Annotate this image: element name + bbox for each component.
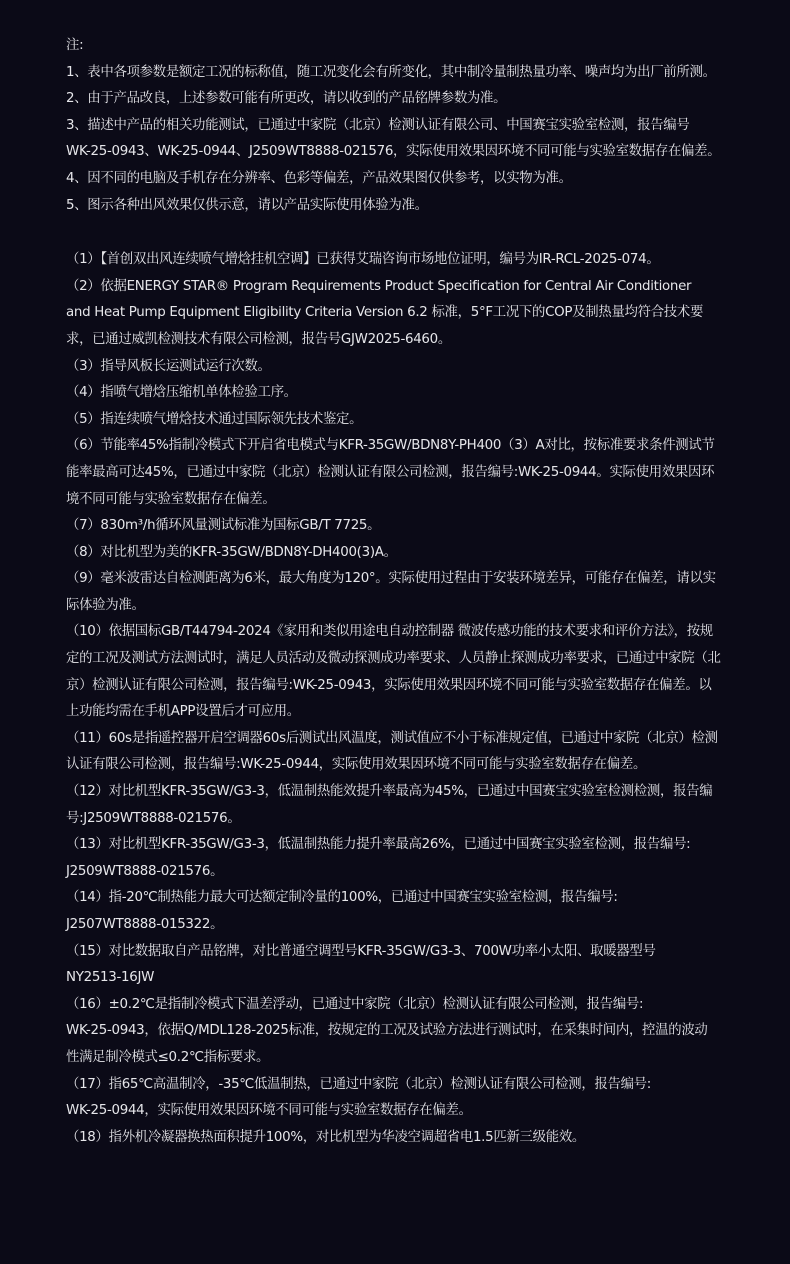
claim-footnote-line: 京）检测认证有限公司检测，报告编号:WK-25-0943，实际使用效果因环境不同可能与实验室数据存在偏差。以: [66, 677, 712, 693]
claim-footnote-line: 号:J2509WT8888-021576。: [66, 810, 241, 826]
claim-footnote-line: 认证有限公司检测，报告编号:WK-25-0944，实际使用效果因环境不同可能与实验室数据存在偏差。: [66, 757, 647, 773]
claim-footnote: [66, 247, 746, 274]
claim-footnote-line: （16）±0.2℃是指制冷模式下温差浮动，已通过中家院（北京）检测认证有限公司检测，报告编号:: [66, 996, 644, 1012]
claim-footnote: [66, 1125, 746, 1152]
claim-footnote-line: （15）对比数据取自产品铭牌，对比普通空调型号KFR-35GW/G3-3、700W功率小太阳、取暖器型号: [66, 943, 656, 959]
note-item: [66, 166, 746, 193]
note-item-line: 5、图示各种出风效果仅供示意，请以产品实际使用体验为准。: [66, 197, 428, 213]
claim-footnote: [66, 832, 746, 885]
claim-footnote: [66, 433, 746, 513]
claim-footnote-line: （14）指-20℃制热能力最大可达额定制冷量的100%，已通过中国赛宝实验室检测，报告编号:: [66, 890, 618, 906]
claim-footnote-line: （4）指喷气增焓压缩机单体检验工序。: [66, 385, 297, 401]
claim-footnote-line: 际体验为准。: [66, 597, 145, 613]
claim-footnote-line: （17）指65℃高温制冷，-35℃低温制热，已通过中家院（北京）检测认证有限公司检测，报告编号:: [66, 1076, 651, 1092]
footnotes-document: [66, 33, 746, 1151]
claim-footnote: [66, 407, 746, 434]
note-item-line: 3、描述中产品的相关功能测试，已通过中家院（北京）检测认证有限公司、中国赛宝实验室检测，报告编号: [66, 117, 690, 133]
claim-footnote-line: 上功能均需在手机APP设置后才可应用。: [66, 704, 300, 720]
claim-footnote-line: J2509WT8888-021576。: [66, 863, 224, 879]
claim-footnote-line: （10）依据国标GB/T44794-2024《家用和类似用途电自动控制器 微波传感功能的技术要求和评价方法》，按规: [66, 624, 713, 640]
claim-footnote-line: （12）对比机型KFR-35GW/G3-3，低温制热能效提升率最高为45%，已通过中国赛宝实验室检测检测，报告编: [66, 784, 713, 800]
claim-footnote: [66, 885, 746, 938]
claim-footnote: [66, 274, 746, 354]
claim-footnote-line: （1）【首创双出风连续喷气增焓挂机空调】已获得艾瑞咨询市场地位证明，编号为IR-RCL-2025-074。: [66, 252, 660, 268]
claim-footnote-line: J2507WT8888-015322。: [66, 917, 224, 932]
claim-footnote-line: （6）节能率45%指制冷模式下开启省电模式与KFR-35GW/BDN8Y-PH400（3）A对比，按标准要求条件测试节: [66, 438, 715, 454]
note-item-line: 2、由于产品改良，上述参数可能有所更改，请以收到的产品铭牌参数为准。: [66, 91, 507, 107]
notes-list: [66, 60, 746, 220]
claim-footnote-line: and Heat Pump Equipment Eligibility Criteria Version 6.2 标准，5°F工况下的COP及制热量均符合技术要: [66, 305, 704, 321]
claims-list: [66, 247, 746, 1151]
claim-footnote: [66, 779, 746, 832]
note-item: [66, 60, 746, 87]
claim-footnote-line: （18）指外机冷凝器换热面积提升100%，对比机型为华凌空调超省电1.5匹新三级能效。: [66, 1129, 585, 1145]
claim-footnote: [66, 566, 746, 619]
note-item: [66, 193, 746, 220]
claim-footnote: [66, 380, 746, 407]
section-gap: [66, 219, 746, 247]
claim-footnote: [66, 992, 746, 1072]
claim-footnote-line: （3）指导风板长运测试运行次数。: [66, 358, 271, 374]
notes-title: 注:: [66, 38, 84, 53]
claim-footnote-line: 能率最高可达45%，已通过中家院（北京）检测认证有限公司检测，报告编号:WK-25-0944。实际使用效果因环: [66, 464, 715, 480]
claim-footnote-line: 境不同可能与实验室数据存在偏差。: [66, 491, 276, 507]
claim-footnote-line: WK-25-0943，依据Q/MDL128-2025标准，按规定的工况及试验方法进行测试时，在采集时间内，控温的波动: [66, 1023, 708, 1039]
claim-footnote: [66, 354, 746, 381]
claim-footnote-line: WK-25-0944，实际使用效果因环境不同可能与实验室数据存在偏差。: [66, 1103, 472, 1119]
claim-footnote: [66, 939, 746, 992]
claim-footnote: [66, 619, 746, 725]
claim-footnote-line: 定的工况及测试方法测试时，满足人员活动及微动探测成功率要求、人员静止探测成功率要求，已通过中家院（北: [66, 651, 721, 667]
claim-footnote-line: （11）60s是指遥控器开启空调器60s后测试出风温度，测试值应不小于标准规定值，已通过中家院（北京）检测: [66, 730, 718, 746]
claim-footnote: [66, 1072, 746, 1125]
claim-footnote-line: （5）指连续喷气增焓技术通过国际领先技术鉴定。: [66, 411, 363, 427]
claim-footnote-line: 求，已通过威凯检测技术有限公司检测，报告号GJW2025-6460。: [66, 331, 451, 347]
claim-footnote: [66, 726, 746, 779]
claim-footnote-line: NY2513-16JW: [66, 970, 155, 986]
note-item-line: 4、因不同的电脑及手机存在分辨率、色彩等偏差，产品效果图仅供参考，以实物为准。: [66, 170, 572, 186]
claim-footnote: [66, 513, 746, 540]
claim-footnote-line: （8）对比机型为美的KFR-35GW/BDN8Y-DH400(3)A。: [66, 544, 397, 560]
note-item: [66, 113, 746, 166]
claim-footnote-line: （13）对比机型KFR-35GW/G3-3，低温制热能力提升率最高26%，已通过中国赛宝实验室检测，报告编号:: [66, 837, 691, 853]
claim-footnote-line: （7）830m³/h循环风量测试标准为国标GB/T 7725。: [66, 518, 381, 534]
claim-footnote: [66, 540, 746, 567]
claim-footnote-line: （9）毫米波雷达自检测距离为6米，最大角度为120°。实际使用过程由于安装环境差异，可能存在偏差，请以实: [66, 571, 716, 587]
note-item: [66, 86, 746, 113]
claim-footnote-line: （2）依据ENERGY STAR® Program Requirements Product Specification for Central Air Conditioner: [66, 278, 692, 294]
note-item-line: WK-25-0943、WK-25-0944、J2509WT8888-021576，实际使用效果因环境不同可能与实验室数据存在偏差。: [66, 144, 721, 160]
claim-footnote-line: 性满足制冷模式≤0.2℃指标要求。: [66, 1049, 270, 1065]
note-item-line: 1、表中各项参数是额定工况的标称值，随工况变化会有所变化，其中制冷量制热量功率、噪声均为出厂前所测。: [66, 64, 716, 80]
